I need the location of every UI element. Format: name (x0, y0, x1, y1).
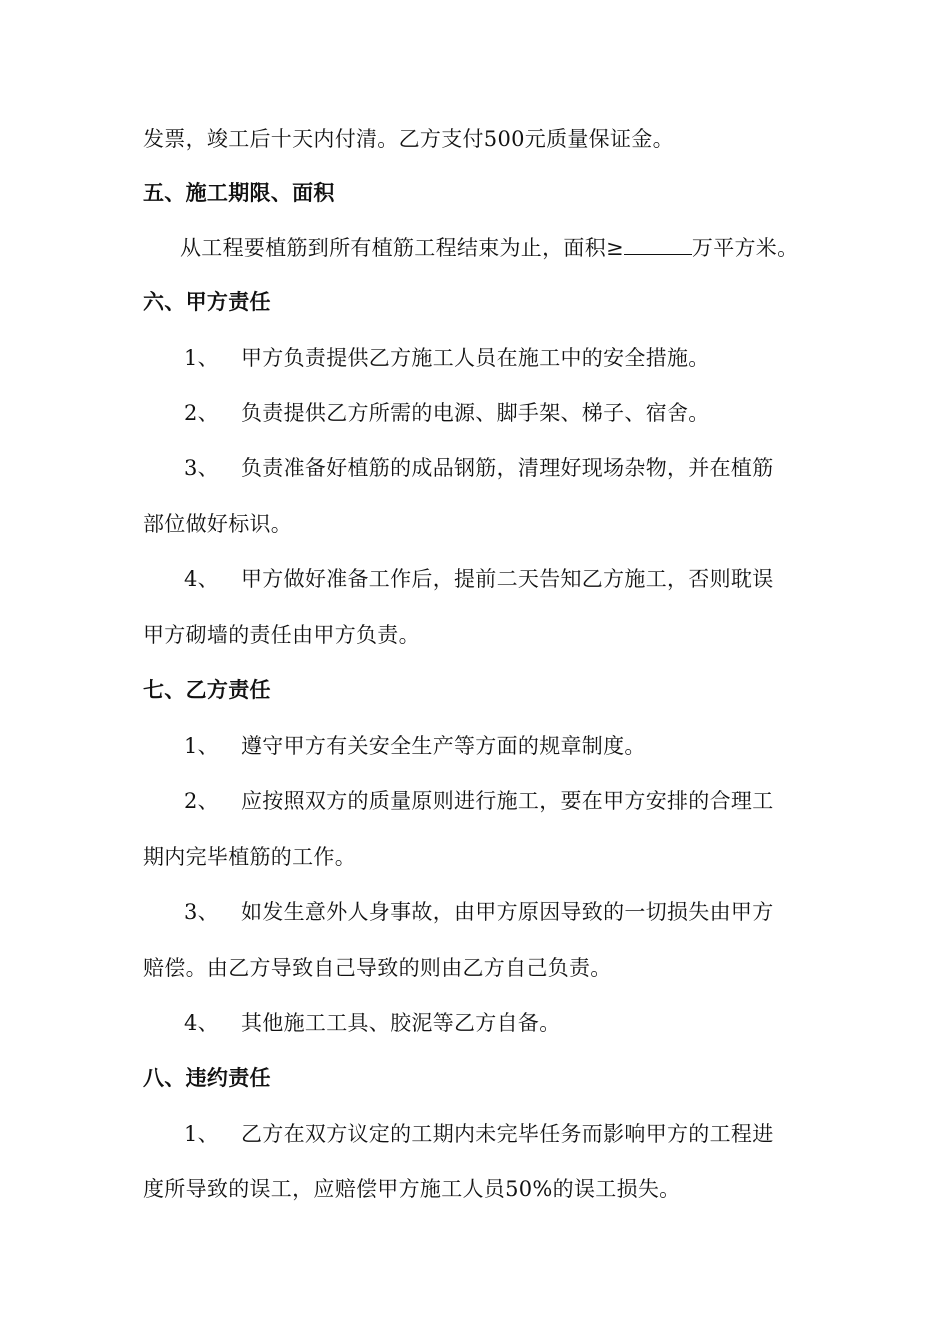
list-number: 3、 (184, 456, 219, 480)
list-item-continuation (143, 842, 356, 872)
list-number: 1、 (184, 1122, 219, 1146)
list-number: 2、 (184, 789, 219, 813)
list-text: 遵守甲方有关安全生产等方面的规章制度。 (241, 734, 646, 758)
section-heading-text: 五、施工期限、面积 (143, 180, 335, 205)
list-text: 甲方负责提供乙方施工人员在施工中的安全措施。 (241, 346, 710, 370)
list-text-cont: 甲方砌墙的责任由甲方负责。 (143, 623, 420, 647)
list-number: 4、 (184, 567, 219, 591)
list-item (184, 564, 774, 594)
list-number: 2、 (184, 401, 219, 425)
paragraph-line (143, 124, 674, 154)
list-text: 应按照双方的质量原则进行施工，要在甲方安排的合理工 (241, 789, 774, 813)
list-item-continuation (143, 620, 420, 650)
list-number: 4、 (184, 1011, 219, 1035)
list-item-continuation (143, 953, 612, 983)
list-item-continuation (143, 509, 292, 539)
list-text: 负责提供乙方所需的电源、脚手架、梯子、宿舍。 (241, 401, 710, 425)
list-item-continuation (143, 1174, 680, 1204)
list-text: 其他施工工具、胶泥等乙方自备。 (241, 1011, 561, 1035)
list-item (184, 897, 774, 927)
section-heading-7 (143, 675, 271, 705)
list-item (184, 453, 774, 483)
paragraph-line (180, 233, 798, 263)
section-heading-6 (143, 287, 271, 317)
section-heading-text: 八、违约责任 (143, 1065, 271, 1090)
list-number: 3、 (184, 900, 219, 924)
area-text-suffix: 万平方米。 (691, 236, 799, 260)
list-item (184, 1008, 561, 1038)
list-text: 负责准备好植筋的成品钢筋，清理好现场杂物，并在植筋 (241, 456, 774, 480)
list-item (184, 343, 710, 373)
list-text-cont: 部位做好标识。 (143, 512, 293, 536)
section-heading-8 (143, 1063, 271, 1093)
list-number: 1、 (184, 734, 219, 758)
section-heading-text: 七、乙方责任 (143, 677, 271, 702)
list-text: 如发生意外人身事故，由甲方原因导致的一切损失由甲方 (241, 900, 774, 924)
list-item (184, 398, 710, 428)
list-text-cont: 度所导致的误工，应赔偿甲方施工人员50%的误工损失。 (143, 1177, 681, 1201)
section-heading-text: 六、甲方责任 (143, 289, 271, 314)
section-heading-5 (143, 178, 335, 208)
list-item (184, 786, 774, 816)
list-item (184, 731, 646, 761)
payment-terms-text: 发票，竣工后十天内付清。乙方支付500元质量保证金。 (143, 127, 674, 151)
list-text-cont: 赔偿。由乙方导致自己导致的则由乙方自己负责。 (143, 956, 612, 980)
area-blank-field (624, 236, 692, 255)
list-item (184, 1119, 774, 1149)
area-text-prefix: 从工程要植筋到所有植筋工程结束为止，面积≥ (180, 236, 624, 260)
list-text: 甲方做好准备工作后，提前二天告知乙方施工，否则耽误 (241, 567, 774, 591)
list-text: 乙方在双方议定的工期内未完毕任务而影响甲方的工程进 (241, 1122, 774, 1146)
list-number: 1、 (184, 346, 219, 370)
list-text-cont: 期内完毕植筋的工作。 (143, 845, 356, 869)
